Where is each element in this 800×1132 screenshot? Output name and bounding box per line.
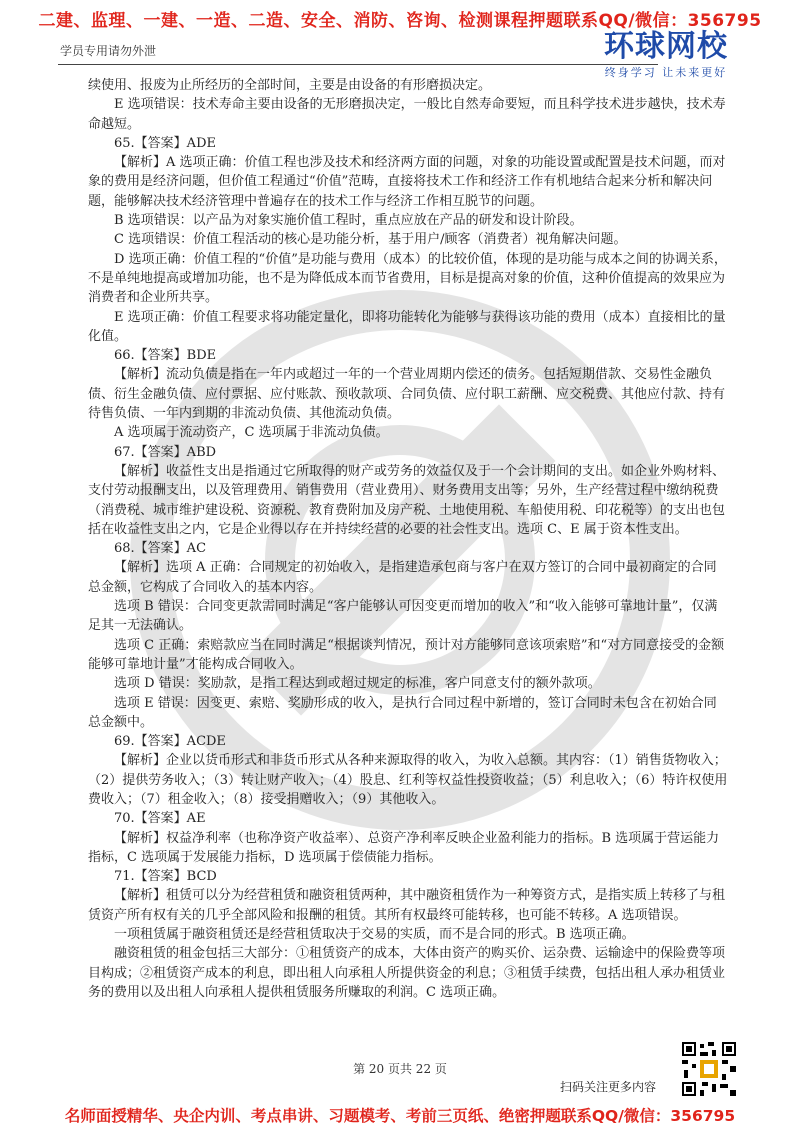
answer-heading: 67.【答案】ABD [114,444,217,460]
paragraph: 一项租赁属于融资租赁还是经营租赁取决于交易的实质，而不是合同的形式。B 选项正确。 [114,927,635,943]
paragraph: 选项 D 错误：奖励款，是指工程达到或超过规定的标准，客户同意支付的额外款项。 [114,676,601,692]
paragraph: 融资租赁的租金包括三大部分：①租赁资产的成本，大体由资产的购买价、运杂费、运输途中的保险费等项目构成；②租赁资产成本的利息，即出租人向承租人所提供资金的利息；③租赁手续费，包括出租人承办租赁业务的费用以及出租人向承租人提供租赁服务所赚取的利润。C 选项正确。 [88,946,726,1000]
brand-logo [586,30,746,80]
qr-caption: 扫码关注更多内容 [560,1080,657,1094]
paragraph: 【解析】流动负债是指在一年内或超过一年的一个营业周期内偿还的债务。包括短期借款、交易性金融负债、衍生金融负债、应付票据、应付账款、预收款项、合同负债、应付职工薪酬、应交税费、其他应付款、持有待售负债、一年内到期的非流动负债、其他流动负债。 [88,367,726,422]
bottom-contact-banner: 名师面授精华、央企内训、考点串讲、习题模考、考前三页纸、绝密押题联系QQ/微信：356795 [64,1107,736,1125]
paragraph: E 选项正确：价值工程要求将功能定量化，即将功能转化为能够与获得该功能的费用（成本）直接相比的量化值。 [88,309,726,344]
paragraph: C 选项错误：价值工程活动的核心是功能分析，基于用户/顾客（消费者）视角解决问题。 [114,232,627,248]
paragraph: 选项 B 错误：合同变更款需同时满足“客户能够认可因变更而增加的收入”和“收入能够可靠地计量”，仅满足其一无法确认。 [88,599,718,634]
paragraph: A 选项属于流动资产，C 选项属于非流动负债。 [114,425,389,441]
answer-heading: 68.【答案】AC [114,541,207,557]
logo-slogan: 终身学习 让未来更好 [604,66,728,79]
qr-code-icon [680,1040,738,1098]
paragraph: 【解析】租赁可以分为经营租赁和融资租赁两种，其中融资租赁作为一种筹资方式，是指实质上转移了与租赁资产所有权有关的几乎全部风险和报酬的租赁。其所有权最终可能转移，也可能不转移。A 选项错误。 [88,888,726,923]
paragraph: E 选项错误：技术寿命主要由设备的无形磨损决定，一般比自然寿命要短，而且科学技术进步越快，技术寿命越短。 [88,97,726,132]
page-number: 第 20 页共 22 页 [353,1062,447,1076]
paragraph: B 选项错误：以产品为对象实施价值工程时，重点应放在产品的研发和设计阶段。 [114,213,583,229]
header-note: 学员专用请勿外泄 [60,44,157,58]
paragraph: 【解析】收益性支出是指通过它所取得的财产或劳务的效益仅及于一个会计期间的支出。如企业外购材料、支付劳动报酬支出，以及管理费用、销售费用（营业费用）、财务费用支出等；另外，生产经营过程中缴纳税费（消费税、城市维护建设税、资源税、教育费附加及房产税、土地使用税、车船使用税、印花税等）的支出也包括在收益性支出之内，它是企业得以存在并持续经营的必要的社会性支出。选项 C、E 属于资本性支出。 [88,463,726,537]
paragraph: 选项 E 错误：因变更、索赔、奖励形成的收入，是执行合同过程中新增的，签订合同时未包含在初始合同总金额中。 [88,695,717,730]
answer-heading: 71.【答案】BCD [114,869,217,885]
logo-title: 环球网校 [604,29,728,64]
top-contact-banner: 二建、监理、一建、一造、二造、安全、消防、咨询、检测课程押题联系QQ/微信：356795 [38,11,762,31]
answer-heading: 70.【答案】AE [114,811,206,827]
paragraph: D 选项正确：价值工程的“价值”是功能与费用（成本）的比较价值，体现的是功能与成本之间的协调关系，不是单纯地提高或增加功能，也不是为降低成本而节省费用，目标是提高对象的价值，这种价值提高的效果应为消费者和企业所共享。 [88,251,727,306]
answer-heading: 65.【答案】ADE [114,135,216,151]
header-divider [58,64,658,65]
paragraph: 【解析】企业以货币形式和非货币形式从各种来源取得的收入，为收入总额。其内容：（1）销售货物收入；（2）提供劳务收入；（3）转让财产收入；（4）股息、红利等权益性投资收益；（5）利息收入；（6）特许权使用费收入；（7）租金收入；（8）接受捐赠收入；（9）其他收入。 [88,753,728,807]
paragraph: 【解析】权益净利率（也称净资产收益率）、总资产净利率反映企业盈利能力的指标。B 选项属于营运能力指标，C 选项属于发展能力指标，D 选项属于偿债能力指标。 [88,830,720,865]
answer-heading: 66.【答案】BDE [114,348,217,364]
paragraph: 续使用、报废为止所经历的全部时间，主要是由设备的有形磨损决定。 [88,78,492,93]
document-body [88,76,728,1002]
paragraph: 选项 C 正确：索赔款应当在同时满足“根据谈判情况，预计对方能够同意该项索赔”和“对方同意接受的金额能够可靠地计量”才能构成合同收入。 [88,637,725,672]
paragraph: 【解析】A 选项正确：价值工程也涉及技术和经济两方面的问题，对象的功能设置或配置是技术问题，而对象的费用是经济问题，但价值工程通过“价值”范畴，直接将技术工作和经济工作有机地结合起来分析和解决问题，能够解决技术经济管理中普遍存在的技术工作与经济工作相互脱节的问题。 [88,155,726,209]
paragraph: 【解析】选项 A 正确：合同规定的初始收入，是指建造承包商与客户在双方签订的合同中最初商定的合同总金额，它构成了合同收入的基本内容。 [88,560,717,595]
answer-heading: 69.【答案】ACDE [114,734,226,750]
